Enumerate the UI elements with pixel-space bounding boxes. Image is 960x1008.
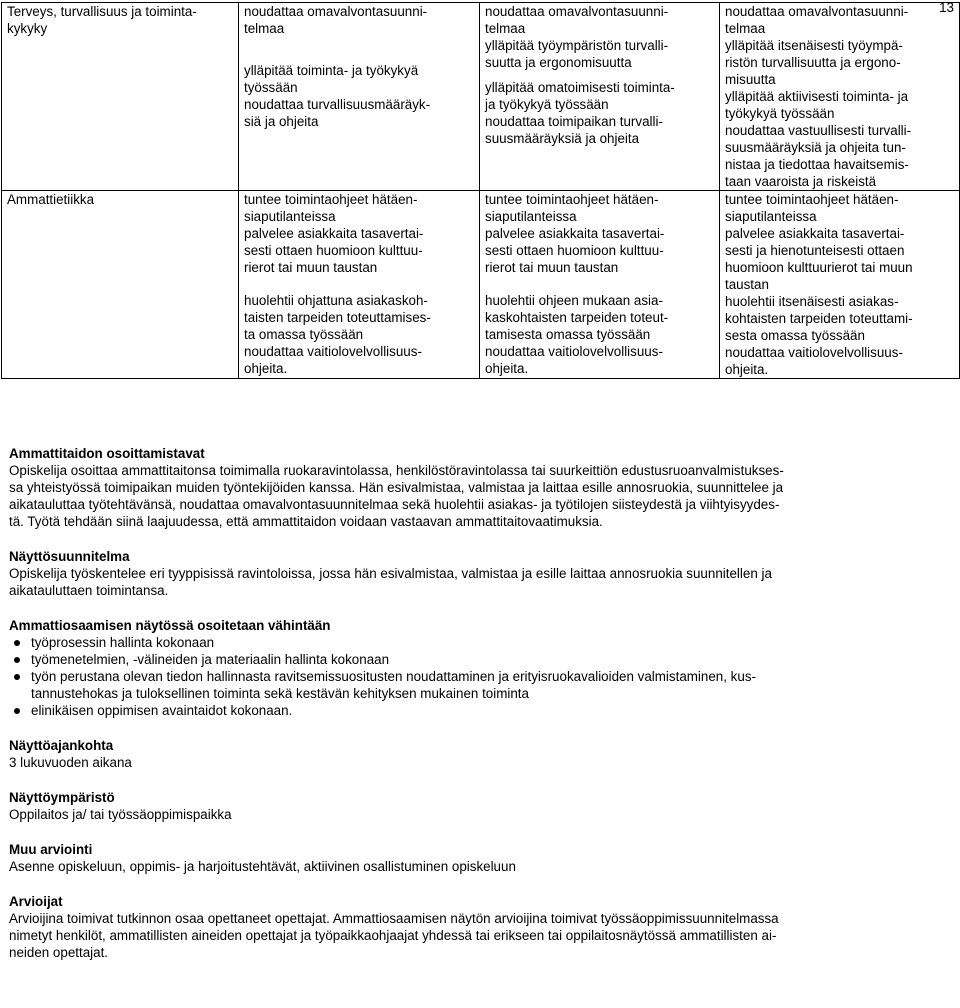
row-heading: Terveys, turvallisuus ja toiminta- kykyky [2, 3, 239, 191]
criterion: noudattaa vaitiolovelvollisuus- ohjeita. [485, 344, 663, 376]
criteria-cell-level-1 [239, 191, 480, 379]
page-number: 13 [939, 0, 954, 15]
criterion: noudattaa vastuullisesti turvalli- suusmääräyksiä ja ohjeita tun- nistaa ja tiedottaa havaitsemis- taan vaaroista ja riskeistä [725, 123, 912, 189]
section-title: Muu arviointi [9, 842, 93, 857]
criterion: tuntee toimintaohjeet hätäen- siaputilanteissa [485, 192, 659, 224]
criteria-table [1, 2, 960, 379]
criterion: ylläpitää toiminta- ja työkykyä työssään [244, 63, 419, 95]
body-line: Oppilaitos ja/ tai työssäoppimispaikka [9, 807, 232, 822]
criterion: ylläpitää omatoimisesti toiminta- ja työkykyä työssään [485, 80, 675, 112]
section-title: Näyttösuunnitelma [9, 549, 130, 564]
body-line: Arvioijina toimivat tutkinnon osaa opettaneet opettajat. Ammattiosaamisen näytön arvioijina toimivat työssäoppimissuunnitelmassa [9, 911, 779, 926]
body-line: tä. Työtä tehdään siinä laajuudessa, että ammattitaidon voidaan vastaavan ammattitaitovaatimuksia. [9, 514, 603, 529]
body-line: sa yhteistyössä toimipaikan muiden työntekijöiden kanssa. Hän esivalmistaa, valmistaa ja laittaa esille annosruokia, suunnittelee ja [9, 480, 784, 495]
section-title: Ammattitaidon osoittamistavat [9, 446, 205, 461]
section-title: Arvioijat [9, 894, 63, 909]
section-title: Näyttöajankohta [9, 738, 114, 753]
table-row-ethics [2, 191, 960, 379]
criteria-cell-level-3 [720, 3, 960, 191]
body-line: aikatauluttaen toimintansa. [9, 583, 169, 598]
body-line: aikatauluttaa työtehtävänsä, noudattaa omavalvontasuunnitelmaa sekä huolehtii asiakas- ja työtilojen siisteydestä ja viihtyisyydes- [9, 497, 780, 512]
body-line: nimetyt henkilöt, ammatillisten aineiden opettajat ja työpaikkaohjaajat yhdessä tai erikseen tai oppilaitosnäytössä ammatillisten ai- [9, 928, 777, 943]
criterion: palvelee asiakkaita tasavertai- sesti ottaen huomioon kulttuu- rierot tai muun taustan [244, 226, 424, 275]
criterion: noudattaa omavalvontasuunni- telmaa [725, 4, 909, 36]
criterion: ylläpitää itsenäisesti työympä- ristön turvallisuutta ja ergono- misuutta [725, 38, 903, 87]
criteria-cell-level-2 [480, 3, 720, 191]
body-line: neiden opettajat. [9, 945, 109, 960]
requirements-list [9, 634, 949, 719]
criteria-cell-level-1 [239, 3, 480, 191]
body-line: 3 lukuvuoden aikana [9, 755, 132, 770]
list-item: työn perustana olevan tiedon hallinnasta ravitsemissuositusten noudattaminen ja erityisruokavalioiden valmistaminen, kus- tannustehokas ja tuloksellinen toiminta sekä kestävän kehityksen mukainen toiminta [9, 668, 949, 702]
demonstration-description [9, 445, 949, 961]
list-item: työprosessin hallinta kokonaan [9, 634, 949, 651]
criterion: ylläpitää työympäristön turvalli- suutta ja ergonomisuutta [485, 38, 669, 70]
criterion: huolehtii itsenäisesti asiakas- kohtaisten tarpeiden toteuttami- sesta omassa työssään [725, 294, 913, 343]
body-line: Opiskelija työskentelee eri tyyppisissä ravintoloissa, jossa hän esivalmistaa, valmistaa ja esille laittaa annosruokia suunnitellen ja [9, 566, 772, 581]
body-line: Opiskelija osoittaa ammattitaitonsa toimimalla ruokaravintolassa, henkilöstöravintolassa tai suurkeittiön edustusruoanvalmistukses- [9, 463, 784, 478]
body-line: Asenne opiskeluun, oppimis- ja harjoitustehtävät, aktiivinen osallistuminen opiskeluun [9, 859, 516, 874]
list-item: työmenetelmien, -välineiden ja materiaalin hallinta kokonaan [9, 651, 949, 668]
criterion: tuntee toimintaohjeet hätäen- siaputilanteissa [244, 192, 418, 224]
criterion: palvelee asiakkaita tasavertai- sesti ja hienotunteisesti ottaen huomioon kulttuurierot tai muun taustan [725, 226, 913, 292]
criteria-cell-level-2 [480, 191, 720, 379]
criterion: noudattaa omavalvontasuunni- telmaa [244, 4, 428, 36]
criterion: huolehtii ohjattuna asiakaskoh- taisten tarpeiden toteuttamises- ta omassa työssään [244, 293, 431, 342]
table-row-health-safety [2, 3, 960, 191]
list-item: elinikäisen oppimisen avaintaidot kokonaan. [9, 702, 949, 719]
criterion: huolehtii ohjeen mukaan asia- kaskohtaisten tarpeiden toteut- tamisesta omassa työssään [485, 293, 669, 342]
criterion: noudattaa turvallisuusmääräyk- siä ja ohjeita [244, 97, 431, 129]
criterion: noudattaa vaitiolovelvollisuus- ohjeita. [244, 344, 422, 376]
criterion: ylläpitää aktiivisesti toiminta- ja työkykyä työssään [725, 89, 909, 121]
section-title: Näyttöympäristö [9, 790, 115, 805]
criterion: noudattaa omavalvontasuunni- telmaa [485, 4, 669, 36]
criterion: palvelee asiakkaita tasavertai- sesti ottaen huomioon kulttuu- rierot tai muun taustan [485, 226, 665, 275]
criterion: noudattaa vaitiolovelvollisuus- ohjeita. [725, 345, 903, 377]
criterion: tuntee toimintaohjeet hätäen- siaputilanteissa [725, 192, 899, 224]
criteria-cell-level-3 [720, 191, 960, 379]
row-heading: Ammattietiikka [2, 191, 239, 379]
section-title: Ammattiosaamisen näytössä osoitetaan vähintään [9, 618, 331, 633]
criterion: noudattaa toimipaikan turvalli- suusmääräyksiä ja ohjeita [485, 114, 663, 146]
